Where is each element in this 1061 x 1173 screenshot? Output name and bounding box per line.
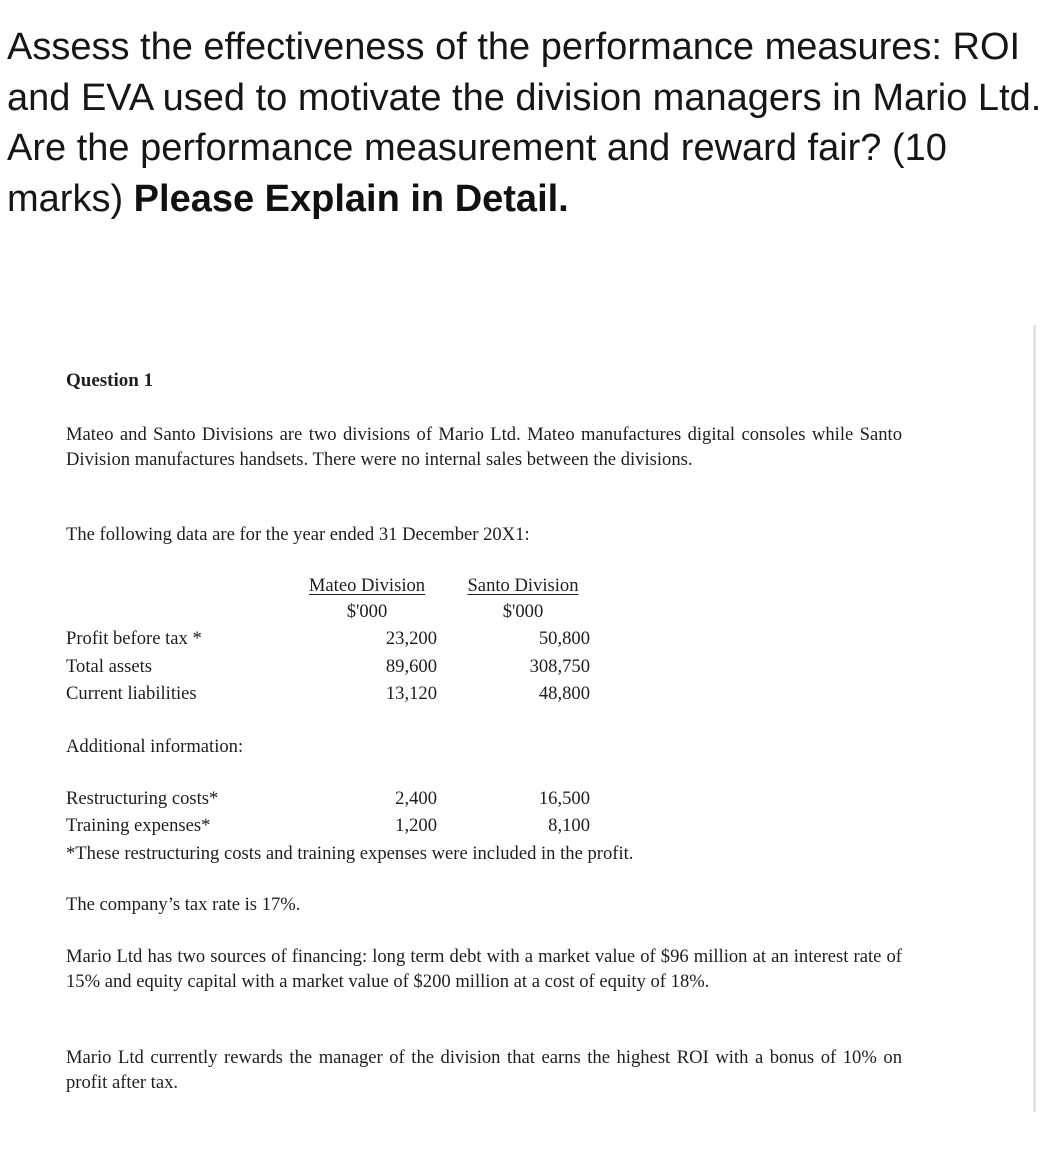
cell-mateo-training: 1,200	[395, 815, 437, 836]
cell-santo-total-assets: 308,750	[529, 656, 590, 677]
cell-santo-current-liabilities: 48,800	[538, 683, 590, 704]
row-label-profit: Profit before tax *	[66, 628, 202, 649]
prompt-text: Assess the effectiveness of the performance measures: ROI and EVA used to motivate the division managers in Mario Ltd. Are the performance measurement and reward fair? (10 marks)	[7, 26, 1042, 220]
unit-mateo: $'000	[346, 601, 388, 622]
data-intro: The following data are for the year ended 31 December 20X1:	[66, 524, 530, 545]
reward-paragraph: Mario Ltd currently rewards the manager of the division that earns the highest ROI with a bonus of 10% on profit after tax.	[66, 1047, 902, 1093]
cell-mateo-profit: 23,200	[385, 628, 437, 649]
row-label-restructuring: Restructuring costs*	[66, 788, 219, 809]
column-header-santo: Santo Division	[467, 575, 579, 596]
cell-santo-profit: 50,800	[538, 628, 590, 649]
cell-mateo-current-liabilities: 13,120	[385, 683, 437, 704]
additional-heading: Additional information:	[66, 736, 244, 757]
financing-paragraph: Mario Ltd has two sources of financing: long term debt with a market value of $96 million at an interest rate of 15% and equity capital with a market value of $200 million at a cost of equity of 18%.	[66, 946, 902, 992]
cell-mateo-total-assets: 89,600	[385, 656, 437, 677]
row-label-total-assets: Total assets	[66, 656, 152, 677]
footnote: *These restructuring costs and training expenses were included in the profit.	[66, 843, 634, 864]
cell-mateo-restructuring: 2,400	[395, 788, 437, 809]
row-label-current-liabilities: Current liabilities	[66, 683, 197, 704]
question-heading: Question 1	[66, 370, 154, 391]
tax-rate: The company’s tax rate is 17%.	[66, 894, 301, 915]
cell-santo-restructuring: 16,500	[538, 788, 590, 809]
unit-santo: $'000	[502, 601, 544, 622]
column-header-mateo: Mateo Division	[308, 575, 426, 596]
cell-santo-training: 8,100	[548, 815, 590, 836]
row-label-training: Training expenses*	[66, 815, 211, 836]
prompt-bold-text: Please Explain in Detail.	[133, 177, 569, 220]
question-intro: Mateo and Santo Divisions are two divisions of Mario Ltd. Mateo manufactures digital consoles while Santo Division manufactures handsets. There were no internal sales between the divisions.	[66, 424, 902, 470]
